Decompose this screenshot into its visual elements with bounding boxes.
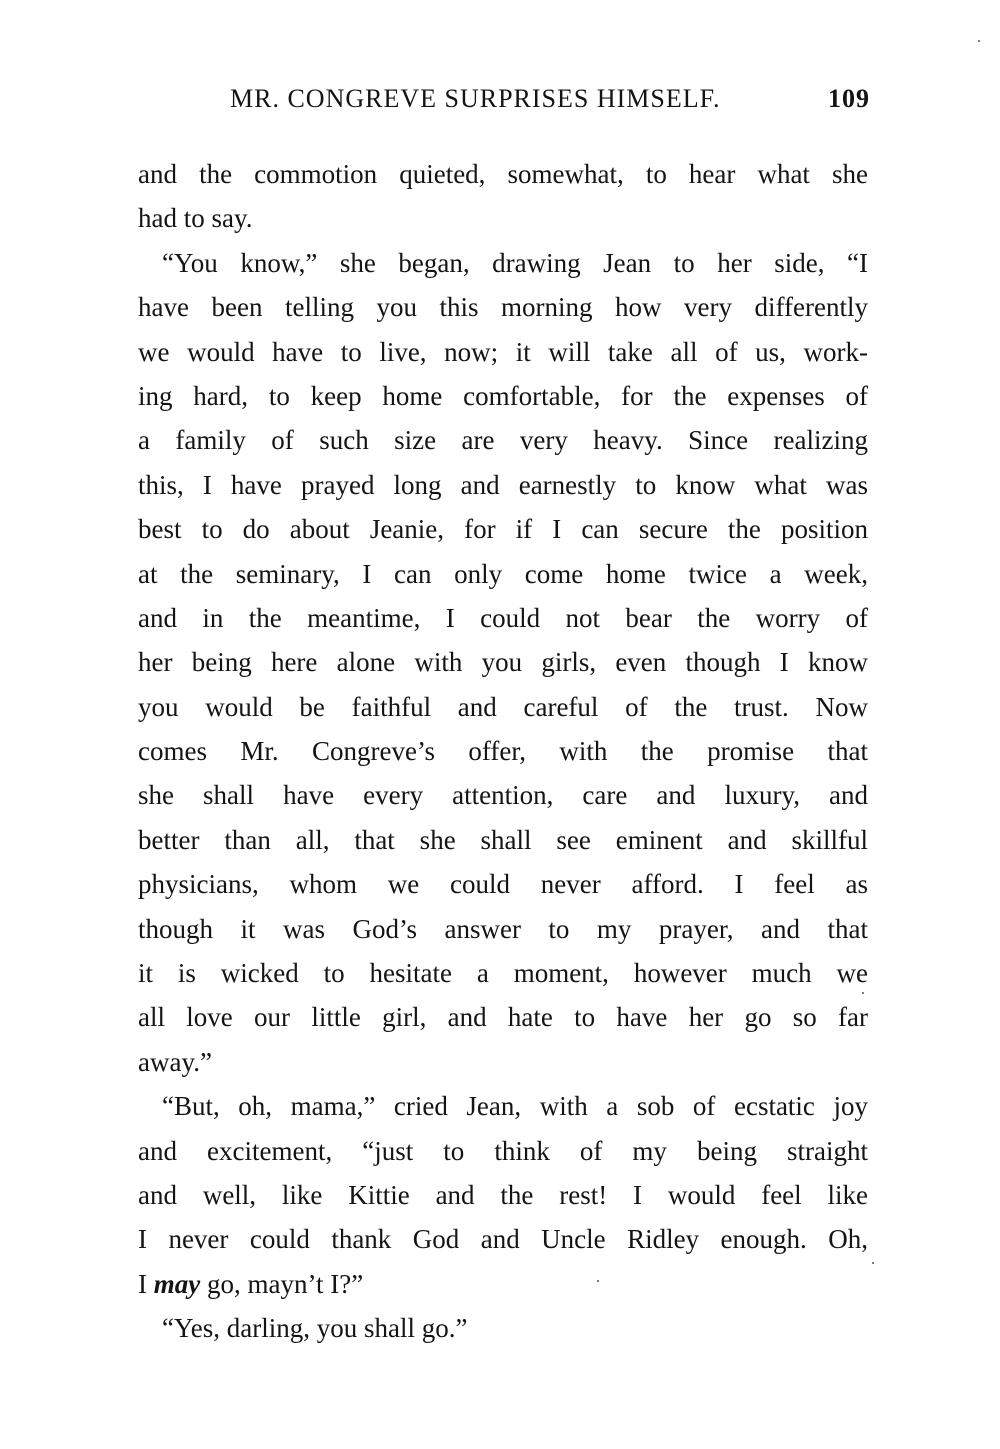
- scan-speck: [978, 40, 980, 42]
- text-line: ing hard, to keep home comfortable, for the expenses of: [138, 380, 868, 411]
- text-line: “Yes, darling, you shall go.”: [162, 1313, 468, 1344]
- line-end: go, mayn’t I?”: [200, 1268, 364, 1299]
- text-line: best to do about Jeanie, for if I can secure the position: [138, 514, 868, 545]
- text-line: she shall have every attention, care and luxury, and: [138, 780, 868, 811]
- text-line: have been telling you this morning how very differently: [138, 292, 868, 323]
- chapter-title: MR. CONGREVE SURPRISES HIMSELF.: [230, 84, 721, 113]
- text-line: you would be faithful and careful of the trust. Now: [138, 691, 868, 722]
- text-line: this, I have prayed long and earnestly to know what was: [138, 469, 868, 500]
- scan-speck: [872, 1262, 874, 1264]
- text-line: her being here alone with you girls, even though I know: [138, 647, 868, 678]
- text-line: a family of such size are very heavy. Since realizing: [138, 425, 868, 456]
- text-line: better than all, that she shall see eminent and skillful: [138, 824, 868, 855]
- text-line: and well, like Kittie and the rest! I would feel like: [138, 1179, 868, 1210]
- scan-speck: [862, 992, 864, 994]
- page-number: 109: [828, 84, 870, 113]
- text-line: away.”: [138, 1046, 212, 1077]
- body-text: [138, 152, 868, 1351]
- text-line: all love our little girl, and hate to have her go so far: [138, 1002, 868, 1033]
- text-line: and in the meantime, I could not bear the worry of: [138, 602, 868, 633]
- text-line: at the seminary, I can only come home twice a week,: [138, 558, 868, 589]
- scan-speck: [597, 1280, 599, 1282]
- text-line: and excitement, “just to think of my being straight: [138, 1135, 868, 1166]
- text-line: it is wicked to hesitate a moment, however much we: [138, 958, 868, 989]
- line-start: I: [138, 1268, 154, 1299]
- text-line: physicians, whom we could never afford. I feel as: [138, 869, 868, 900]
- text-line: had to say.: [138, 203, 253, 234]
- text-line: “You know,” she began, drawing Jean to her side, “I: [162, 247, 868, 278]
- text-line: we would have to live, now; it will take all of us, work-: [138, 336, 868, 367]
- running-head: [138, 84, 870, 120]
- emphasized-word: may: [153, 1268, 201, 1299]
- text-line: “But, oh, mama,” cried Jean, with a sob of ecstatic joy: [162, 1091, 868, 1122]
- text-line: and the commotion quieted, somewhat, to hear what she: [138, 159, 868, 189]
- text-line: comes Mr. Congreve’s offer, with the promise that: [138, 736, 868, 767]
- text-line: though it was God’s answer to my prayer, and that: [138, 913, 868, 944]
- text-line: [138, 1262, 868, 1306]
- text-line: I never could thank God and Uncle Ridley enough. Oh,: [138, 1224, 868, 1255]
